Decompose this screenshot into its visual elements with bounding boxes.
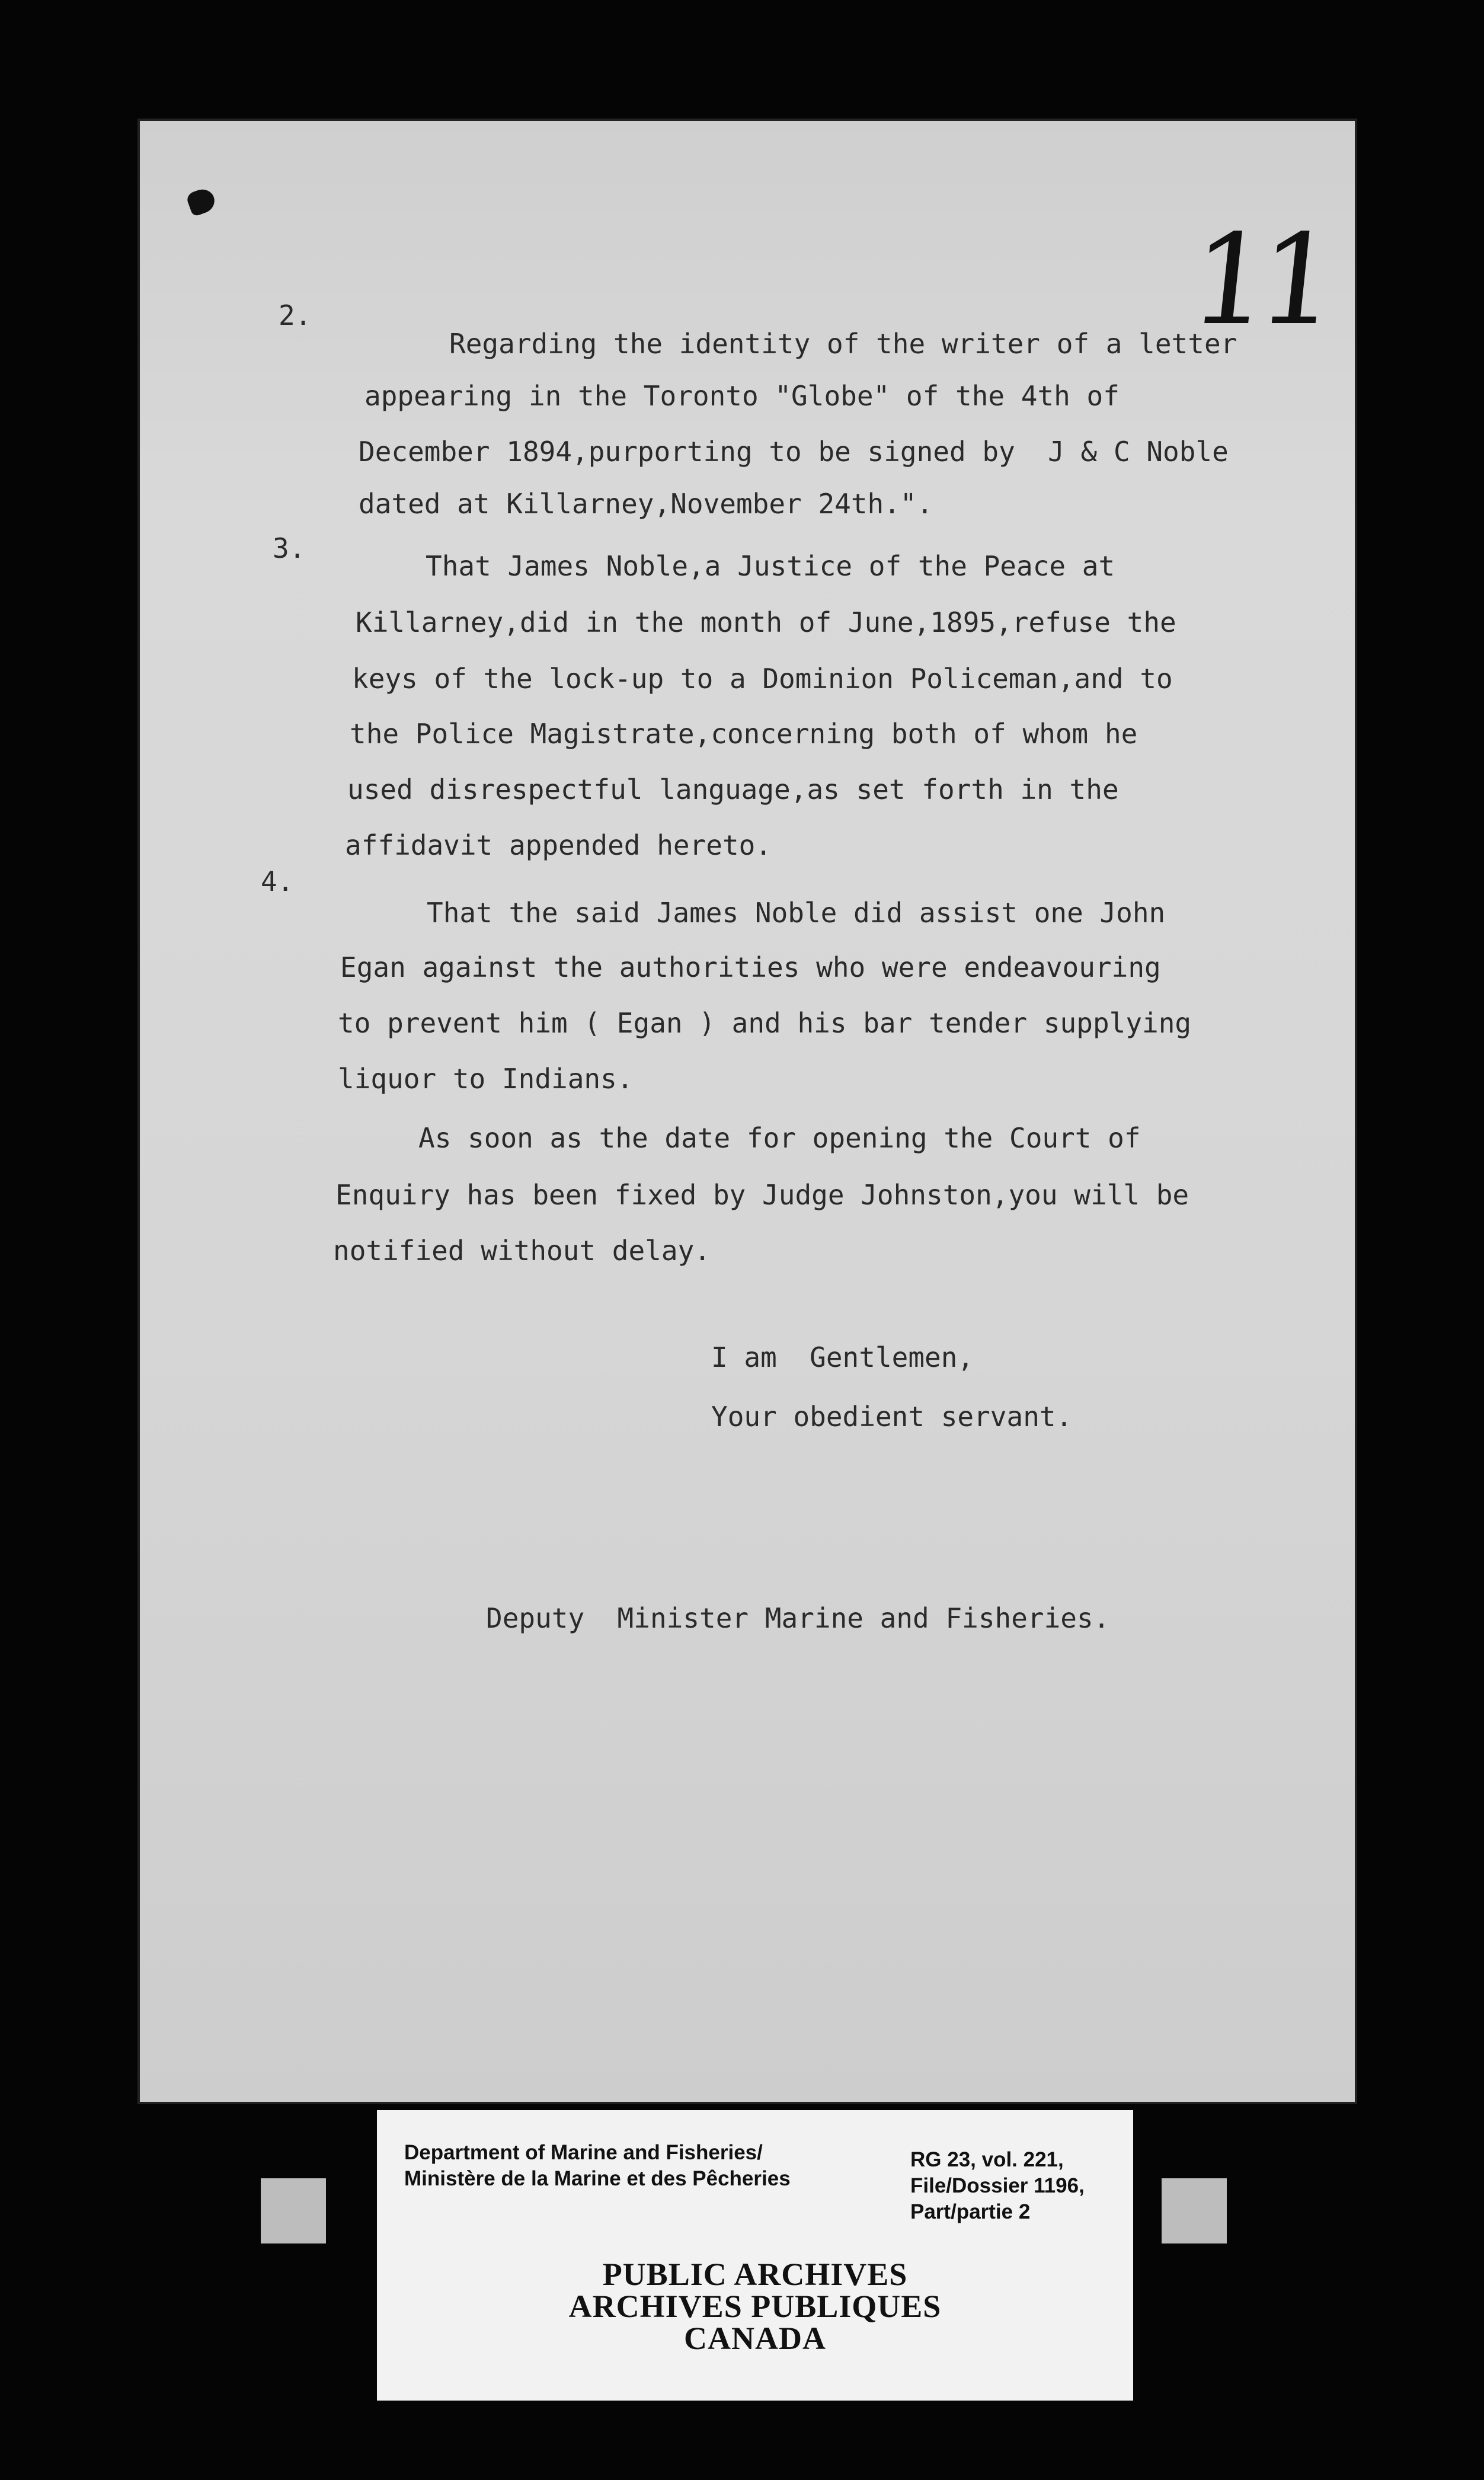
- archives-en: PUBLIC ARCHIVES: [602, 2257, 908, 2292]
- label-department: [404, 2140, 791, 2192]
- item-4-line-1: That the said James Noble did assist one John: [427, 897, 1166, 929]
- reference-rg: RG 23, vol. 221,: [910, 2148, 1064, 2171]
- closing-line-3: notified without delay.: [333, 1235, 711, 1267]
- item-numeral-4: 4.: [261, 865, 294, 897]
- closing-line-1: As soon as the date for opening the Court of: [418, 1122, 1141, 1154]
- item-numeral-2: 2.: [279, 299, 312, 331]
- reference-part: Part/partie 2: [910, 2200, 1031, 2223]
- handwritten-page-number: 11: [1184, 207, 1334, 353]
- signature-title: Deputy Minister Marine and Fisheries.: [486, 1602, 1110, 1634]
- reference-file: File/Dossier 1196,: [910, 2174, 1085, 2197]
- item-numeral-3: 3.: [273, 532, 306, 564]
- item-3-line-3: keys of the lock-up to a Dominion Policeman,and to: [352, 663, 1173, 695]
- label-reference: [910, 2147, 1085, 2225]
- item-2-line-3: December 1894,purporting to be signed by J & C Noble: [359, 436, 1229, 468]
- department-en: Department of Marine and Fisheries/: [404, 2141, 763, 2164]
- item-4-line-4: liquor to Indians.: [338, 1063, 634, 1095]
- archive-label: [377, 2110, 1133, 2401]
- valediction: Your obedient servant.: [711, 1401, 1073, 1433]
- item-3-line-4: the Police Magistrate,concerning both of whom he: [350, 718, 1138, 750]
- department-fr: Ministère de la Marine et des Pêcheries: [404, 2167, 791, 2190]
- item-3-line-2: Killarney,did in the month of June,1895,refuse the: [356, 606, 1176, 638]
- item-4-line-2: Egan against the authorities who were endeavouring: [340, 951, 1161, 983]
- item-3-line-6: affidavit appended hereto.: [345, 829, 772, 861]
- item-4-line-3: to prevent him ( Egan ) and his bar tender supplying: [338, 1007, 1192, 1039]
- label-side-block-left: [261, 2178, 326, 2243]
- archives-country: CANADA: [684, 2321, 826, 2356]
- salutation: I am Gentlemen,: [711, 1341, 974, 1373]
- item-3-line-1: That James Noble,a Justice of the Peace at: [426, 550, 1115, 582]
- archives-fr: ARCHIVES PUBLIQUES: [568, 2289, 942, 2324]
- label-archives: [377, 2258, 1133, 2354]
- closing-line-2: Enquiry has been fixed by Judge Johnston,you will be: [335, 1179, 1189, 1211]
- item-3-line-5: used disrespectful language,as set forth in the: [347, 774, 1119, 806]
- item-2-line-1: Regarding the identity of the writer of a letter: [449, 328, 1237, 360]
- label-side-block-right: [1162, 2178, 1227, 2243]
- item-2-line-2: appearing in the Toronto "Globe" of the 4th of: [364, 380, 1120, 412]
- item-2-line-4: dated at Killarney,November 24th.".: [359, 488, 933, 520]
